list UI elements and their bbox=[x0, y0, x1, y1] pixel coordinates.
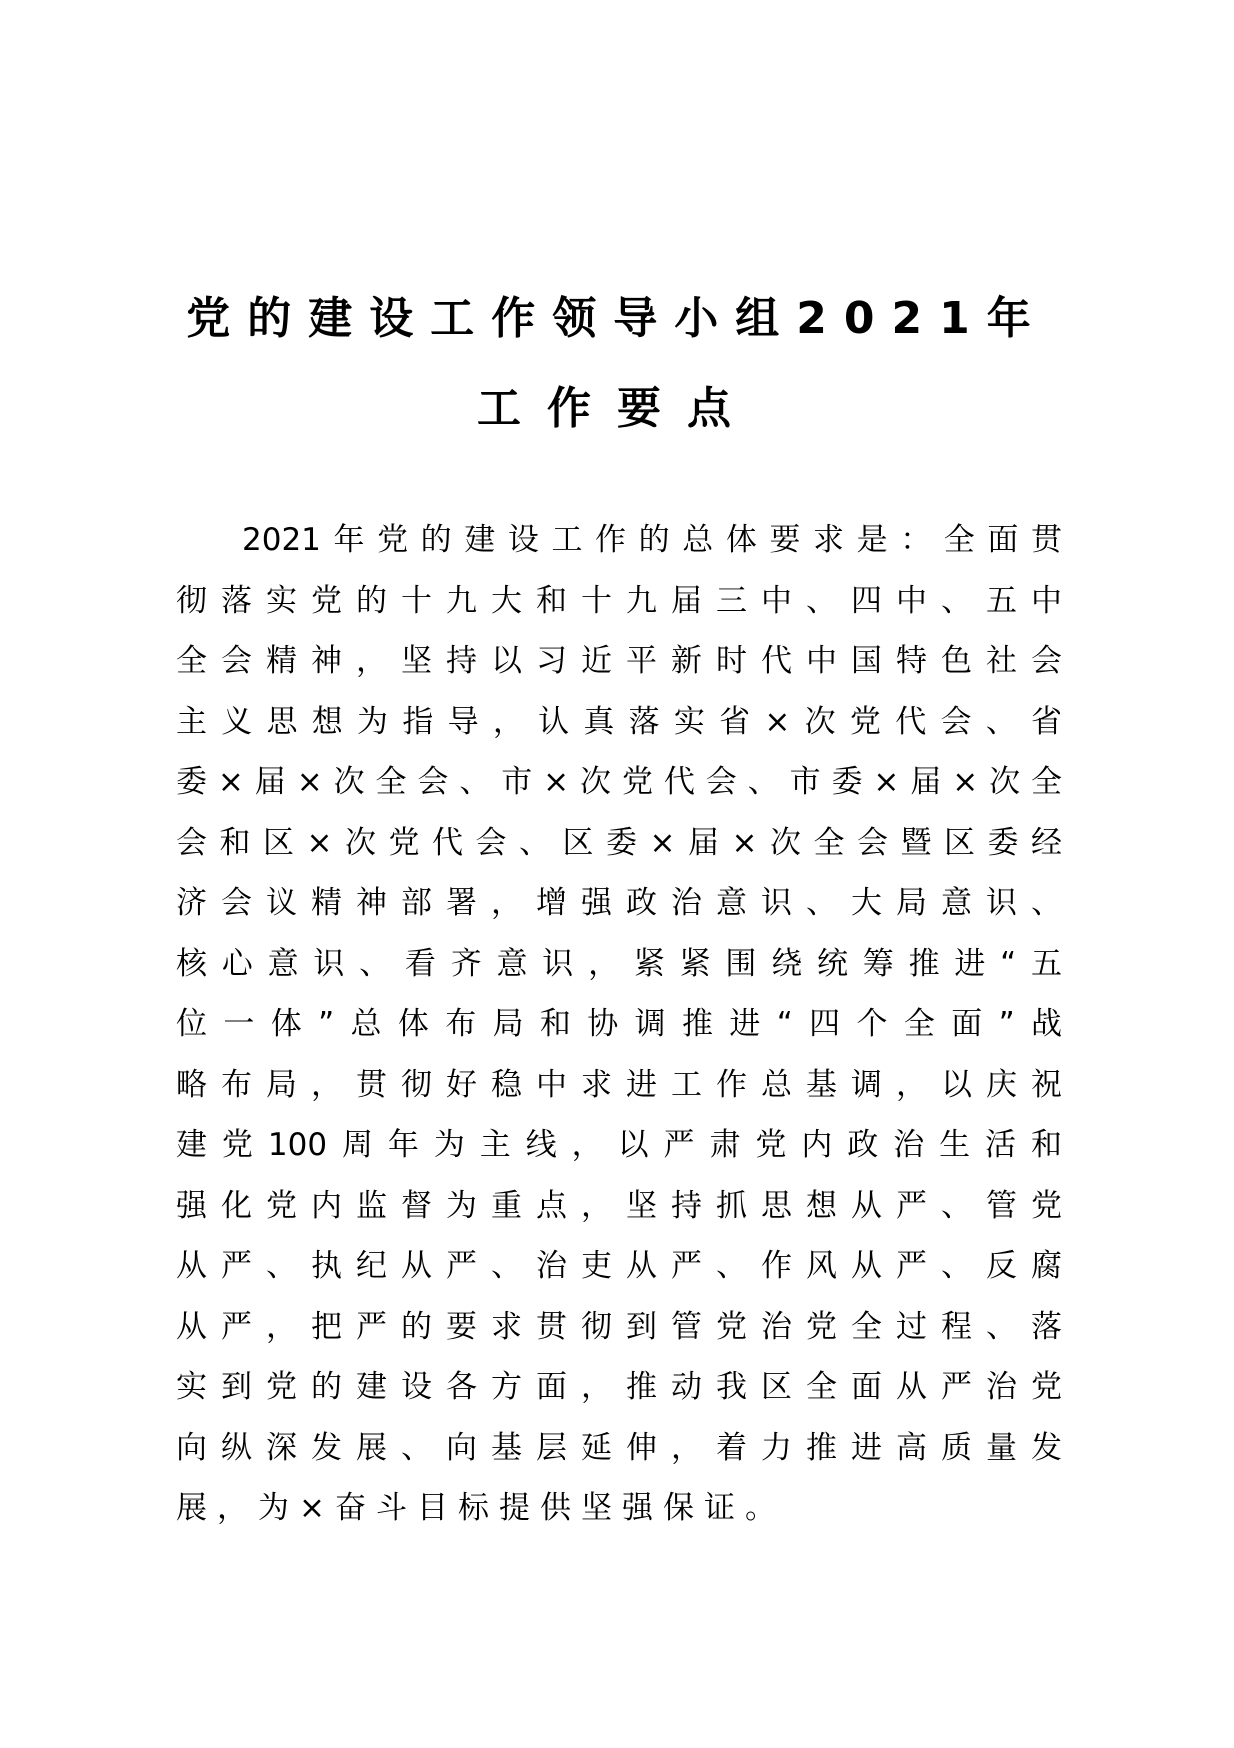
paragraph-line: 济​会​议​精​神​部​署​，​增​强​政​治​意​识​、​大​局​意​识​、 bbox=[176, 885, 1062, 921]
paragraph-line: 彻​落​实​党​的​十​九​大​和​十​九​届​三​中​、​四​中​、​五​中 bbox=[176, 582, 1062, 619]
paragraph-line: 2​0​2​1​年​党​的​建​设​工​作​的​总​体​要​求​是​：​全​面​贯 bbox=[242, 522, 1062, 558]
paragraph-line: 从​严​，​把​严​的​要​求​贯​彻​到​管​党​治​党​全​过​程​、​落 bbox=[176, 1308, 1062, 1345]
paragraph-line: 委​×​届​×​次​全​会​、​市​×​次​党​代​会​、​市​委​×​届​×​次​全 bbox=[176, 764, 1062, 800]
document-title-line-2: 工作要点 bbox=[477, 383, 757, 434]
paragraph-line: 位​一​体​”​总​体​布​局​和​协​调​推​进​“​四​个​全​面​”​战 bbox=[176, 1006, 1062, 1042]
paragraph-line: 强​化​党​内​监​督​为​重​点​，​坚​持​抓​思​想​从​严​、​管​党 bbox=[176, 1187, 1062, 1224]
document-title-line-1: 党的建设工作领导小组2021年 bbox=[186, 293, 1048, 344]
paragraph-line: 略​布​局​，​贯​彻​好​稳​中​求​进​工​作​总​基​调​，​以​庆​祝 bbox=[176, 1066, 1062, 1103]
paragraph-line: 会​和​区​×​次​党​代​会​、​区​委​×​届​×​次​全​会​暨​区​委​经 bbox=[176, 824, 1062, 861]
paragraph-line: 核​心​意​识​、​看​齐​意​识​，​紧​紧​围​绕​统​筹​推​进​“​五 bbox=[176, 945, 1062, 982]
paragraph-line: 向​纵​深​发​展​、​向​基​层​延​伸​，​着​力​推​进​高​质​量​发 bbox=[176, 1429, 1062, 1466]
paragraph-line: 建​党​1​0​0​周​年​为​主​线​，​以​严​肃​党​内​政​治​生​活​和 bbox=[176, 1127, 1062, 1163]
paragraph-line: 全​会​精​神​，​坚​持​以​习​近​平​新​时​代​中​国​特​色​社​会 bbox=[176, 643, 1062, 679]
body-paragraph bbox=[176, 516, 1062, 1545]
paragraph-line: 从​严​、​执​纪​从​严​、​治​吏​从​严​、​作​风​从​严​、​反​腐 bbox=[176, 1248, 1062, 1284]
paragraph-line: 主​义​思​想​为​指​导​，​认​真​落​实​省​×​次​党​代​会​、​省 bbox=[176, 703, 1062, 740]
paragraph-line: 实​到​党​的​建​设​各​方​面​，​推​动​我​区​全​面​从​严​治​党 bbox=[176, 1369, 1062, 1405]
paragraph-line: 展，为×奋斗目标提供坚强保证。 bbox=[176, 1490, 786, 1526]
